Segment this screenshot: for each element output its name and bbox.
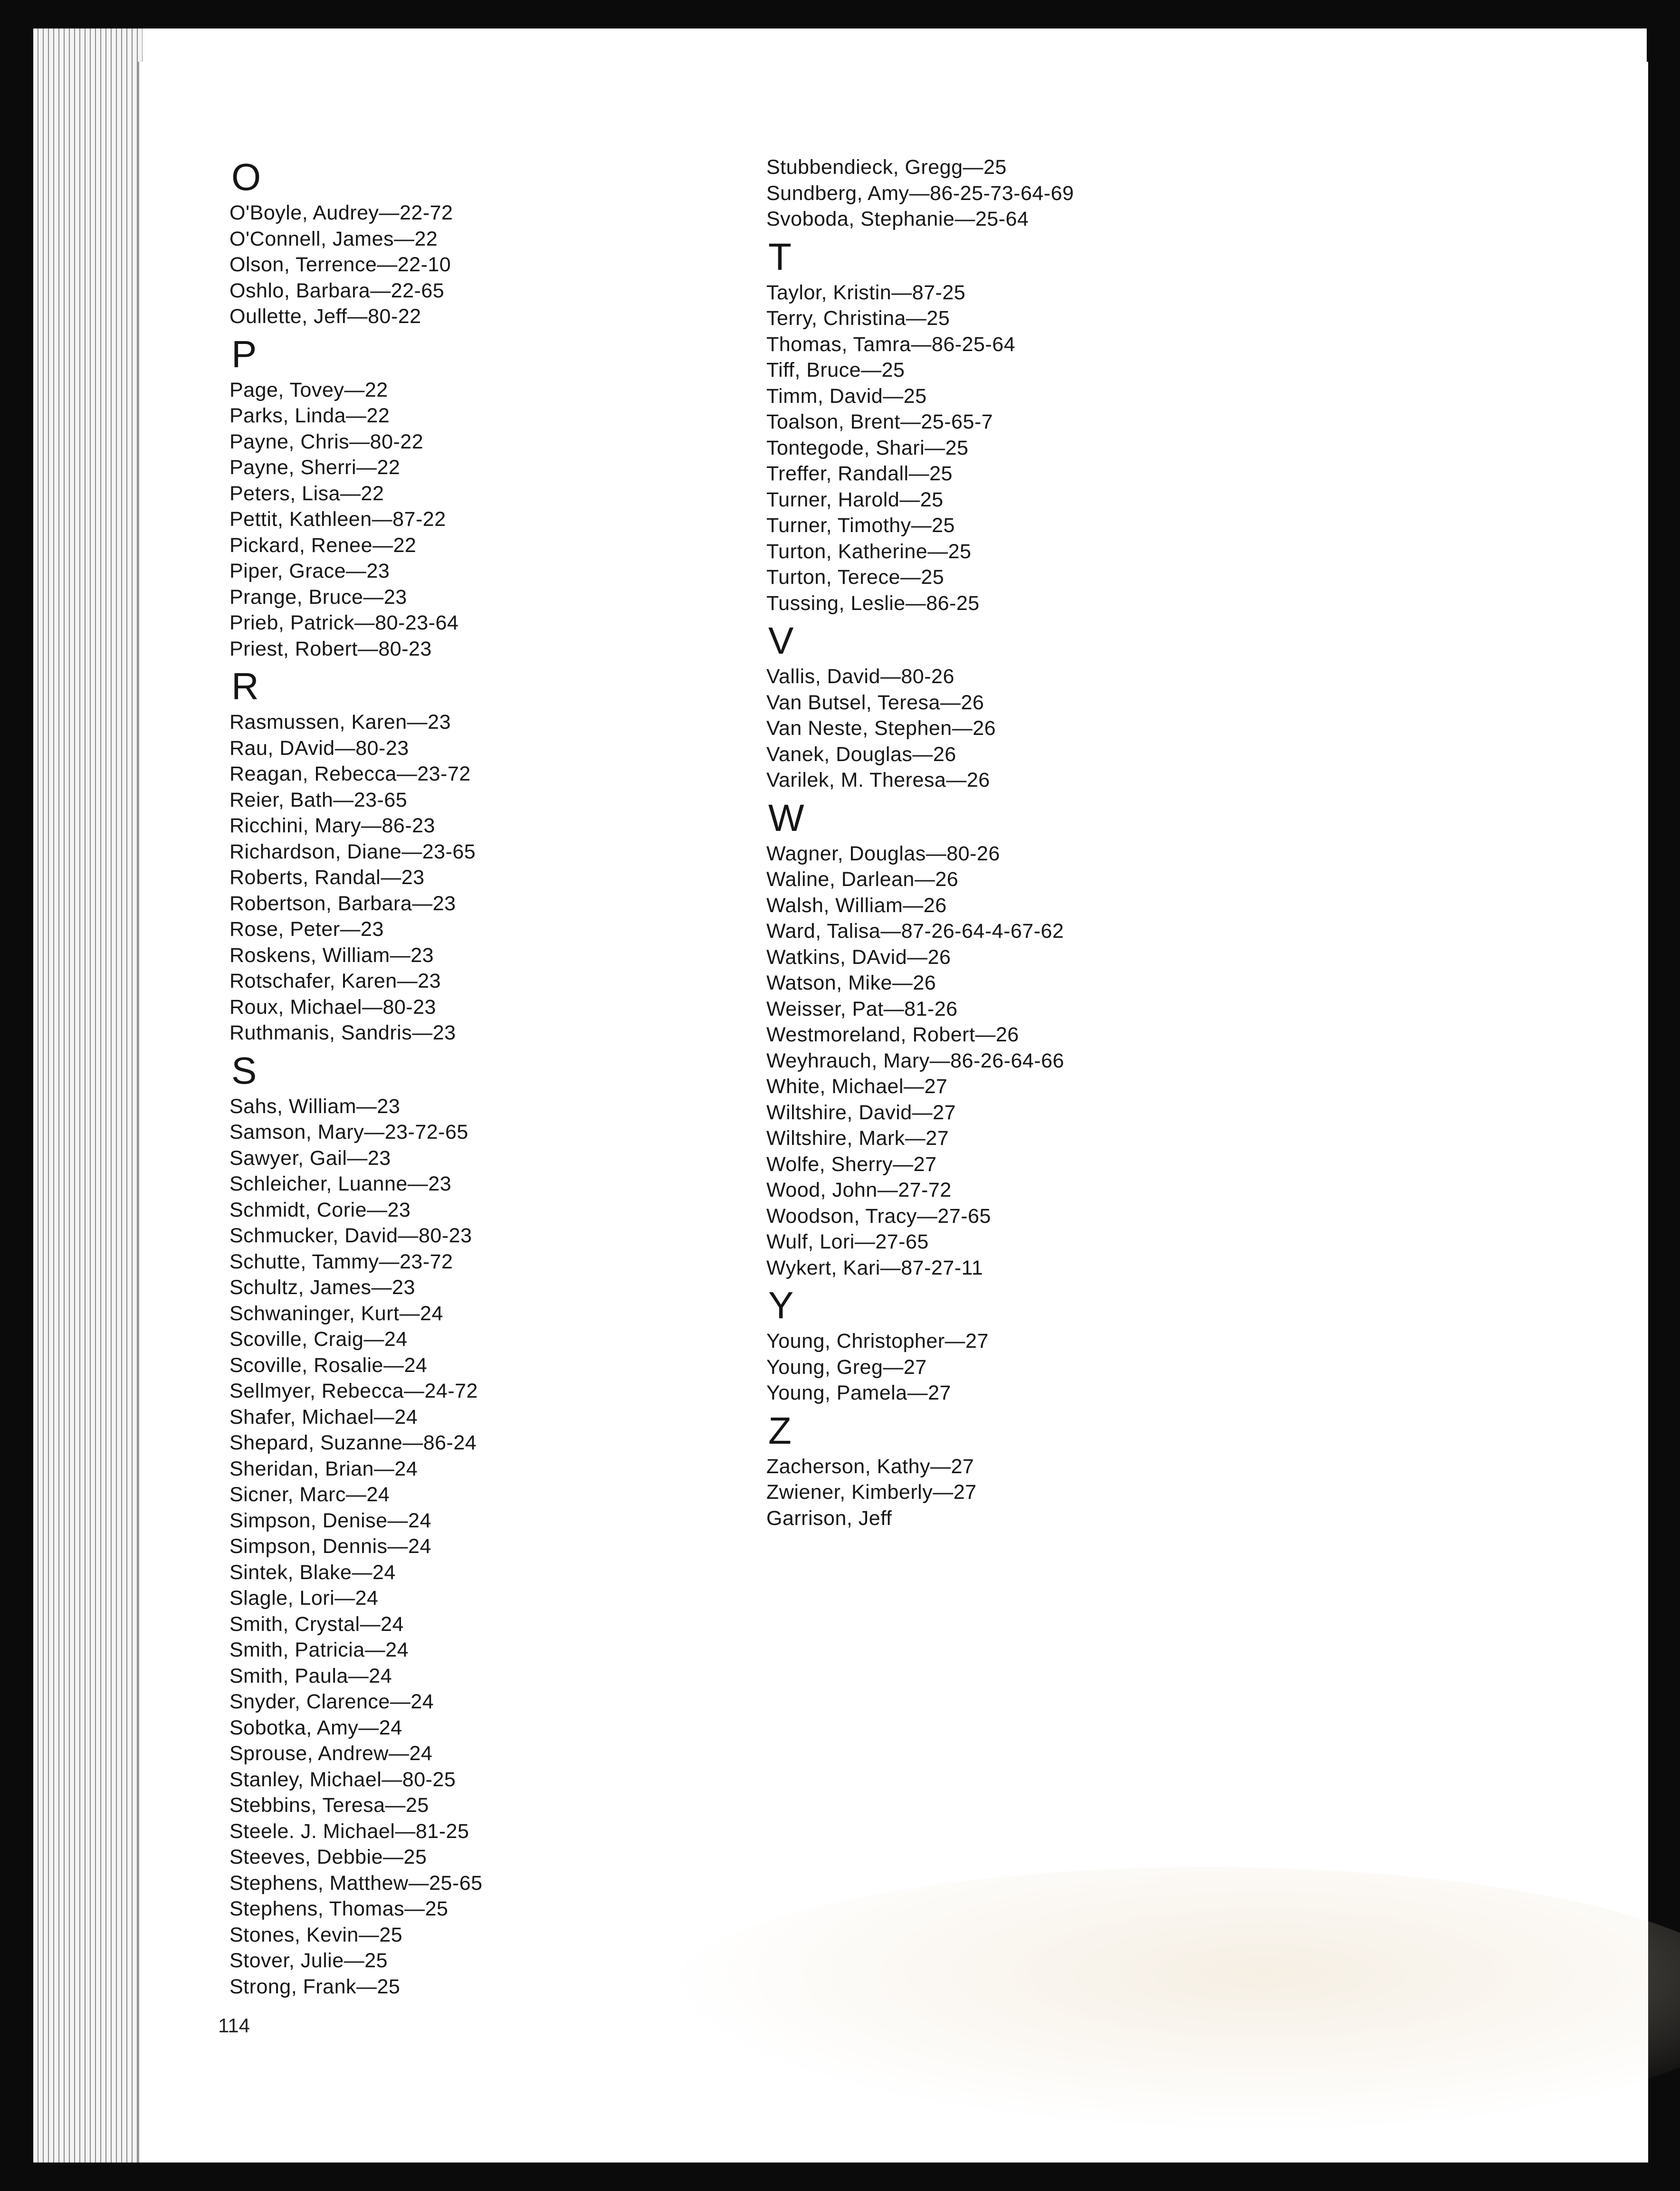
index-entry: Westmoreland, Robert—26 xyxy=(766,1023,1019,1046)
index-entry: Strong, Frank—25 xyxy=(229,1975,401,1998)
index-entry: Turner, Timothy—25 xyxy=(766,514,955,537)
index-entry: Weyhrauch, Mary—86-26-64-66 xyxy=(766,1049,1064,1072)
index-entry: Sundberg, Amy—86-25-73-64-69 xyxy=(766,181,1074,205)
index-entry: Sahs, William—23 xyxy=(229,1095,401,1118)
index-entry: Samson, Mary—23-72-65 xyxy=(229,1121,468,1143)
index-entry: Parks, Linda—22 xyxy=(229,404,390,427)
index-section-list xyxy=(766,280,1384,617)
index-entry: Olson, Terrence—22-10 xyxy=(229,253,451,276)
index-entry: Sheridan, Brian—24 xyxy=(229,1457,418,1480)
index-entry: Wiltshire, David—27 xyxy=(766,1101,956,1124)
index-entry: Sintek, Blake—24 xyxy=(229,1561,396,1584)
index-entry: Sawyer, Gail—23 xyxy=(229,1146,391,1170)
index-entry: Roberts, Randal—23 xyxy=(229,866,425,889)
index-entry: Van Neste, Stephen—26 xyxy=(766,717,996,740)
index-entry: Pickard, Renee—22 xyxy=(229,533,417,557)
index-section-list xyxy=(229,709,847,1046)
page-number: 114 xyxy=(218,2014,250,2037)
index-entry: Young, Christopher—27 xyxy=(766,1330,989,1353)
index-entry: Turton, Katherine—25 xyxy=(766,540,972,563)
index-entry: Zwiener, Kimberly—27 xyxy=(766,1481,977,1504)
index-entry: Scoville, Rosalie—24 xyxy=(229,1353,428,1377)
index-entry: Ward, Talisa—87-26-64-4-67-62 xyxy=(766,920,1064,943)
index-section-list xyxy=(766,664,1384,793)
index-entry: Taylor, Kristin—87-25 xyxy=(766,281,966,304)
index-entry: Rotschafer, Karen—23 xyxy=(229,970,441,992)
index-entry: Steeves, Debbie—25 xyxy=(229,1846,427,1868)
index-entry: Stephens, Matthew—25-65 xyxy=(229,1871,483,1895)
index-section-list xyxy=(766,154,1384,232)
stacked-page-edges xyxy=(33,29,143,2162)
index-entry: O'Connell, James—22 xyxy=(229,227,438,250)
index-entry: Shepard, Suzanne—86-24 xyxy=(229,1431,477,1454)
index-entry: Toalson, Brent—25-65-7 xyxy=(766,410,993,433)
index-entry: Wiltshire, Mark—27 xyxy=(766,1127,949,1150)
index-entry: Schwaninger, Kurt—24 xyxy=(229,1302,443,1325)
index-entry: Vallis, David—80-26 xyxy=(766,665,955,688)
index-entry: Watson, Mike—26 xyxy=(766,972,936,994)
index-entry: Smith, Paula—24 xyxy=(229,1664,392,1687)
index-entry: Tussing, Leslie—86-25 xyxy=(766,591,980,615)
index-entry: Oshlo, Barbara—22-65 xyxy=(229,279,445,302)
index-entry: Waline, Darlean—26 xyxy=(766,868,959,891)
index-entry: Roskens, William—23 xyxy=(229,943,434,967)
section-letter: W xyxy=(768,796,804,839)
section-letter: O xyxy=(231,156,261,198)
index-column-left xyxy=(229,154,847,2001)
scan-border-top xyxy=(0,0,1680,29)
index-entry: Wulf, Lori—27-65 xyxy=(766,1230,929,1253)
index-entry: O'Boyle, Audrey—22-72 xyxy=(229,201,453,224)
index-entry: Tiff, Bruce—25 xyxy=(766,359,905,381)
index-entry: Vanek, Douglas—26 xyxy=(766,743,956,766)
scan-border-left xyxy=(0,0,33,2191)
scan-border-right xyxy=(1647,0,1680,2191)
index-entry: Page, Tovey—22 xyxy=(229,378,388,401)
section-letter: P xyxy=(231,333,257,375)
index-entry: Terry, Christina—25 xyxy=(766,307,950,330)
index-entry: Reier, Bath—23-65 xyxy=(229,788,408,811)
section-letter: Y xyxy=(768,1284,794,1326)
index-entry: Scoville, Craig—24 xyxy=(229,1328,408,1351)
index-entry: Oullette, Jeff—80-22 xyxy=(229,305,421,328)
index-entry: Steele. J. Michael—81-25 xyxy=(229,1819,469,1843)
index-entry: Rasmussen, Karen—23 xyxy=(229,711,451,734)
index-entry: Shafer, Michael—24 xyxy=(229,1405,418,1429)
index-entry: Van Butsel, Teresa—26 xyxy=(766,691,984,714)
index-entry: Payne, Sherri—22 xyxy=(229,456,401,479)
index-entry: Watkins, DAvid—26 xyxy=(766,945,951,969)
index-entry: Young, Pamela—27 xyxy=(766,1381,951,1404)
index-entry: Stephens, Thomas—25 xyxy=(229,1897,449,1920)
index-entry: Wood, John—27-72 xyxy=(766,1179,952,1201)
index-entry: Garrison, Jeff xyxy=(766,1506,892,1530)
index-section-list xyxy=(766,1328,1384,1406)
index-entry: Robertson, Barbara—23 xyxy=(229,892,456,915)
section-letter: T xyxy=(768,235,792,278)
index-entry: Richardson, Diane—23-65 xyxy=(229,840,476,863)
index-entry: Stanley, Michael—80-25 xyxy=(229,1768,456,1791)
index-entry: Roux, Michael—80-23 xyxy=(229,995,436,1019)
index-section-list xyxy=(229,200,847,330)
index-entry: Turner, Harold—25 xyxy=(766,488,944,511)
index-entry: Simpson, Denise—24 xyxy=(229,1509,431,1532)
section-letter: S xyxy=(231,1049,257,1092)
index-entry: Turton, Terece—25 xyxy=(766,566,945,589)
index-entry: Payne, Chris—80-22 xyxy=(229,430,424,453)
index-entry: Prieb, Patrick—80-23-64 xyxy=(229,611,459,634)
index-entry: Svoboda, Stephanie—25-64 xyxy=(766,208,1029,230)
index-entry: Smith, Crystal—24 xyxy=(229,1612,404,1636)
index-entry: Simpson, Dennis—24 xyxy=(229,1535,431,1558)
index-entry: Schmucker, David—80-23 xyxy=(229,1224,472,1247)
index-entry: Schutte, Tammy—23-72 xyxy=(229,1250,453,1273)
index-entry: Walsh, William—26 xyxy=(766,894,947,917)
index-entry: Peters, Lisa—22 xyxy=(229,482,384,505)
index-entry: Ruthmanis, Sandris—23 xyxy=(229,1021,456,1044)
index-entry: Zacherson, Kathy—27 xyxy=(766,1455,974,1478)
index-entry: Sellmyer, Rebecca—24-72 xyxy=(229,1380,478,1402)
index-entry: Tontegode, Shari—25 xyxy=(766,436,969,459)
index-entry: Thomas, Tamra—86-25-64 xyxy=(766,333,1016,356)
index-entry: Reagan, Rebecca—23-72 xyxy=(229,762,471,785)
index-entry: Sobotka, Amy—24 xyxy=(229,1716,402,1739)
index-entry: Varilek, M. Theresa—26 xyxy=(766,769,990,791)
index-section-list xyxy=(766,841,1384,1281)
index-entry: Young, Greg—27 xyxy=(766,1355,927,1379)
index-entry: Wykert, Kari—87-27-11 xyxy=(766,1256,983,1279)
index-entry: Slagle, Lori—24 xyxy=(229,1587,379,1610)
index-entry: Ricchini, Mary—86-23 xyxy=(229,814,435,837)
index-section-list xyxy=(229,1094,847,2000)
index-entry: Pettit, Kathleen—87-22 xyxy=(229,508,446,531)
index-entry: Wagner, Douglas—80-26 xyxy=(766,842,1000,865)
index-entry: Schultz, James—23 xyxy=(229,1276,415,1299)
index-entry: Piper, Grace—23 xyxy=(229,560,390,582)
index-entry: Wolfe, Sherry—27 xyxy=(766,1153,937,1176)
index-page xyxy=(138,62,1648,2162)
index-section-list xyxy=(229,377,847,662)
index-entry: Prange, Bruce—23 xyxy=(229,585,407,609)
index-entry: Stover, Julie—25 xyxy=(229,1949,388,1972)
index-entry: Priest, Robert—80-23 xyxy=(229,637,432,660)
index-entry: Woodson, Tracy—27-65 xyxy=(766,1204,991,1228)
index-entry: Stebbins, Teresa—25 xyxy=(229,1794,429,1817)
index-entry: Schmidt, Corie—23 xyxy=(229,1198,411,1221)
index-entry: Sicner, Marc—24 xyxy=(229,1483,390,1506)
index-entry: Rau, DAvid—80-23 xyxy=(229,736,409,760)
index-entry: Weisser, Pat—81-26 xyxy=(766,997,958,1020)
index-section-list xyxy=(766,1454,1384,1532)
index-entry: Stubbendieck, Gregg—25 xyxy=(766,156,1007,179)
index-entry: Treffer, Randall—25 xyxy=(766,462,953,485)
scan-border-bottom xyxy=(0,2162,1680,2191)
index-entry: Stones, Kevin—25 xyxy=(229,1923,403,1946)
index-entry: Snyder, Clarence—24 xyxy=(229,1690,434,1713)
index-entry: Sprouse, Andrew—24 xyxy=(229,1742,433,1765)
index-entry: Schleicher, Luanne—23 xyxy=(229,1172,452,1195)
index-column-right xyxy=(766,154,1384,1533)
index-entry: White, Michael—27 xyxy=(766,1075,948,1098)
index-entry: Timm, David—25 xyxy=(766,384,927,408)
section-letter: R xyxy=(231,665,259,707)
index-entry: Rose, Peter—23 xyxy=(229,918,384,941)
section-letter: V xyxy=(768,619,794,662)
section-letter: Z xyxy=(768,1409,792,1452)
index-entry: Smith, Patricia—24 xyxy=(229,1638,409,1661)
